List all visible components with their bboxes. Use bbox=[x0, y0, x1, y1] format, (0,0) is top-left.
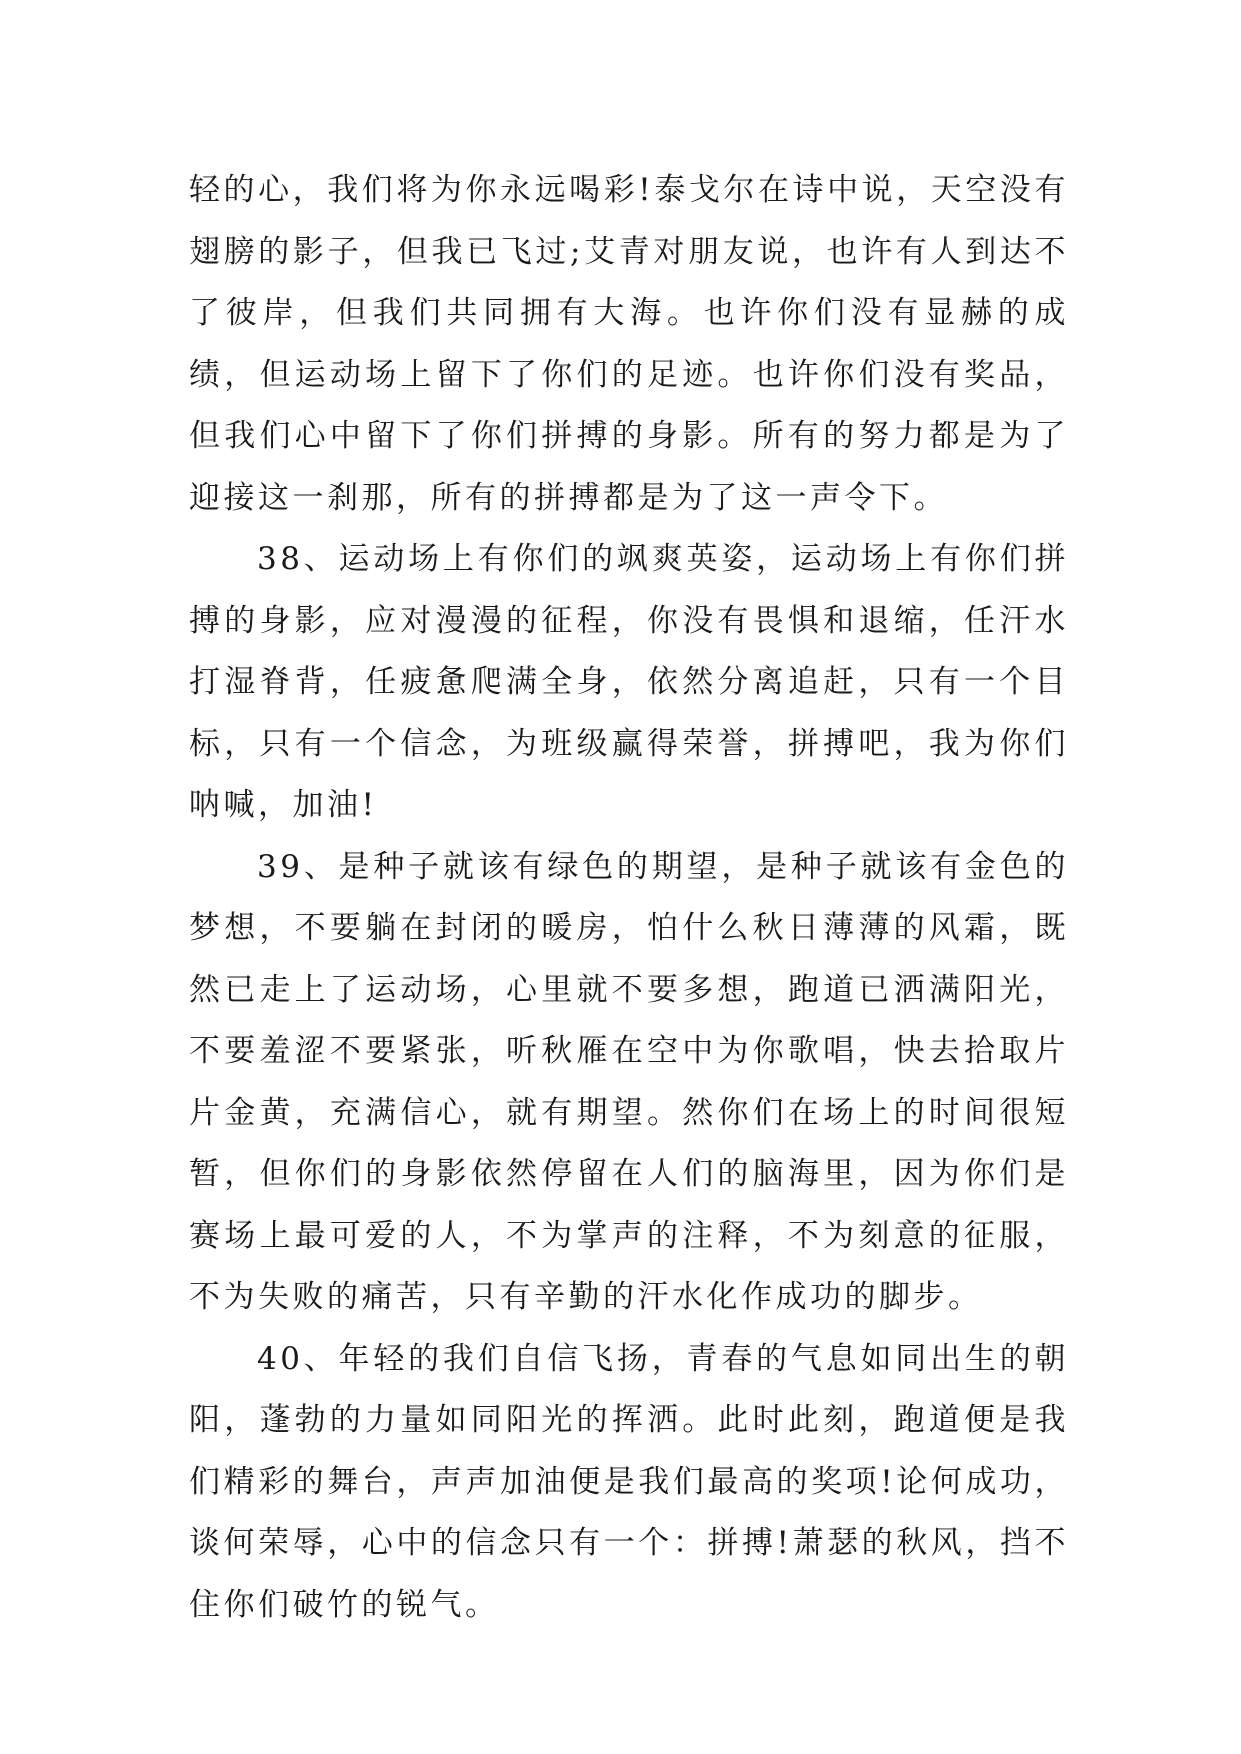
document-body bbox=[189, 160, 1069, 1636]
paragraph-39: 39、是种子就该有绿色的期望，是种子就该有金色的梦想，不要躺在封闭的暖房，怕什么秋日薄薄的风霜，既然已走上了运动场，心里就不要多想，跑道已洒满阳光，不要羞涩不要紧张，听秋雁在空中为你歌唱，快去拾取片片金黄，充满信心，就有期望。然你们在场上的时间很短暂，但你们的身影依然停留在人们的脑海里，因为你们是赛场上最可爱的人，不为掌声的注释，不为刻意的征服，不为失败的痛苦，只有辛勤的汗水化作成功的脚步。 bbox=[189, 848, 1069, 1315]
paragraph-40: 40、年轻的我们自信飞扬，青春的气息如同出生的朝阳，蓬勃的力量如同阳光的挥洒。此时此刻，跑道便是我们精彩的舞台，声声加油便是我们最高的奖项!论何成功，谈何荣辱，心中的信念只有一个：拼搏!萧瑟的秋风，挡不住你们破竹的锐气。 bbox=[189, 1340, 1069, 1623]
paragraph-38: 38、运动场上有你们的飒爽英姿，运动场上有你们拼搏的身影，应对漫漫的征程，你没有畏惧和退缩，任汗水打湿脊背，任疲惫爬满全身，依然分离追赶，只有一个目标，只有一个信念，为班级赢得荣誉，拼搏吧，我为你们呐喊，加油! bbox=[189, 541, 1069, 823]
paragraph-continuation: 轻的心，我们将为你永远喝彩!泰戈尔在诗中说，天空没有翅膀的影子，但我已飞过;艾青对朋友说，也许有人到达不了彼岸，但我们共同拥有大海。也许你们没有显赫的成绩，但运动场上留下了你们的足迹。也许你们没有奖品，但我们心中留下了你们拼搏的身影。所有的努力都是为了迎接这一刹那，所有的拼搏都是为了这一声令下。 bbox=[189, 172, 1069, 516]
